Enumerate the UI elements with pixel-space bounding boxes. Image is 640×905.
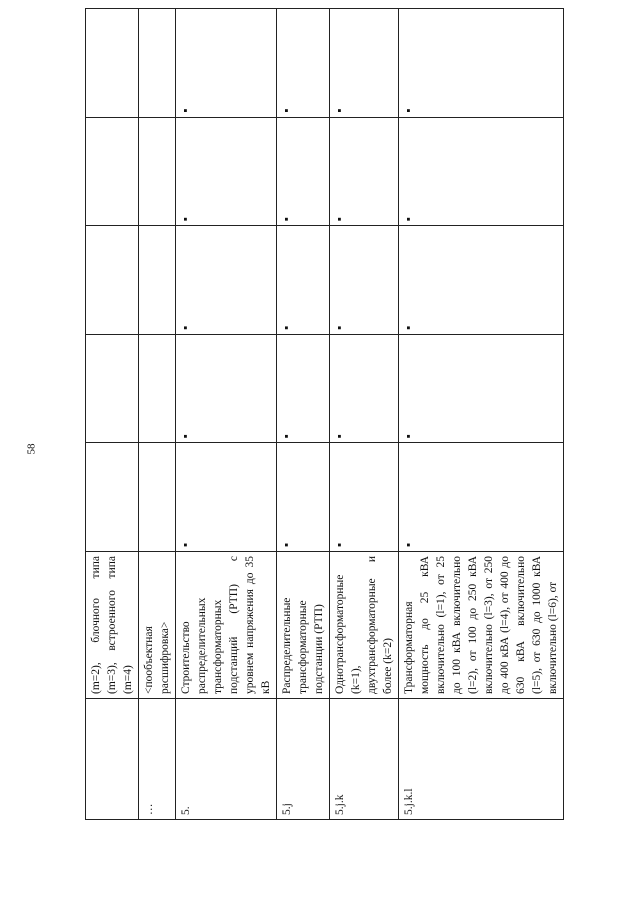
- table-row: [86, 9, 139, 820]
- mark-cell: ▪: [399, 443, 564, 552]
- mark-cell: ▪: [277, 117, 330, 226]
- table-row: [277, 9, 330, 820]
- mark-cell: ▪: [330, 334, 399, 443]
- mark-cell: ▪: [399, 334, 564, 443]
- data-table: [85, 8, 564, 820]
- page-number: 58: [25, 443, 38, 455]
- table-row: [176, 9, 277, 820]
- mark-cell: ▪: [176, 334, 277, 443]
- mark-cell: [86, 9, 139, 118]
- row-code: 5.j.k.l: [399, 699, 564, 820]
- table-row: [330, 9, 399, 820]
- row-code: [86, 699, 139, 820]
- mark-cell: ▪: [330, 117, 399, 226]
- row-code: 5.: [176, 699, 277, 820]
- row-code: …: [139, 699, 176, 820]
- row-name: Строительство распределительных трансформаторных подстанций (РТП) с уровнем напряжения до 35 кВ: [176, 552, 277, 699]
- mark-cell: [86, 334, 139, 443]
- mark-cell: ▪: [330, 443, 399, 552]
- table-row: [139, 9, 176, 820]
- row-code: 5.j: [277, 699, 330, 820]
- mark-cell: ▪: [330, 226, 399, 335]
- mark-cell: ▪: [399, 117, 564, 226]
- row-name: Трансформаторная мощность до 25 кВА включительно (l=1), от 25 до 100 кВА включительно (l=2), от 100 до 250 кВА включительно (l=3), от 250 до 400 кВА (l=4), от 400 до 630 кВА включительно (l=5), от 630 до 1000 кВА включительно (l=6), от: [399, 552, 564, 699]
- row-name: (m=2), блочного типа (m=3), встроенного типа (m=4): [86, 552, 139, 699]
- mark-cell: [139, 226, 176, 335]
- mark-cell: ▪: [277, 9, 330, 118]
- mark-cell: ▪: [176, 443, 277, 552]
- mark-cell: [86, 443, 139, 552]
- mark-cell: ▪: [399, 9, 564, 118]
- row-name: Однотрансформаторные (k=1), двухтрансформаторные и более (k=2): [330, 552, 399, 699]
- row-name: Распределительные трансформаторные подстанции (РТП): [277, 552, 330, 699]
- mark-cell: [139, 443, 176, 552]
- rotated-table-container: [85, 8, 559, 820]
- mark-cell: ▪: [176, 226, 277, 335]
- mark-cell: [139, 117, 176, 226]
- row-code: 5.j.k: [330, 699, 399, 820]
- mark-cell: ▪: [176, 9, 277, 118]
- mark-cell: [139, 9, 176, 118]
- mark-cell: ▪: [176, 117, 277, 226]
- mark-cell: ▪: [399, 226, 564, 335]
- mark-cell: ▪: [277, 334, 330, 443]
- mark-cell: ▪: [277, 443, 330, 552]
- row-name: <пообъектная расшифровка>: [139, 552, 176, 699]
- mark-cell: ▪: [277, 226, 330, 335]
- table-row: [399, 9, 564, 820]
- mark-cell: [139, 334, 176, 443]
- mark-cell: [86, 226, 139, 335]
- mark-cell: ▪: [330, 9, 399, 118]
- mark-cell: [86, 117, 139, 226]
